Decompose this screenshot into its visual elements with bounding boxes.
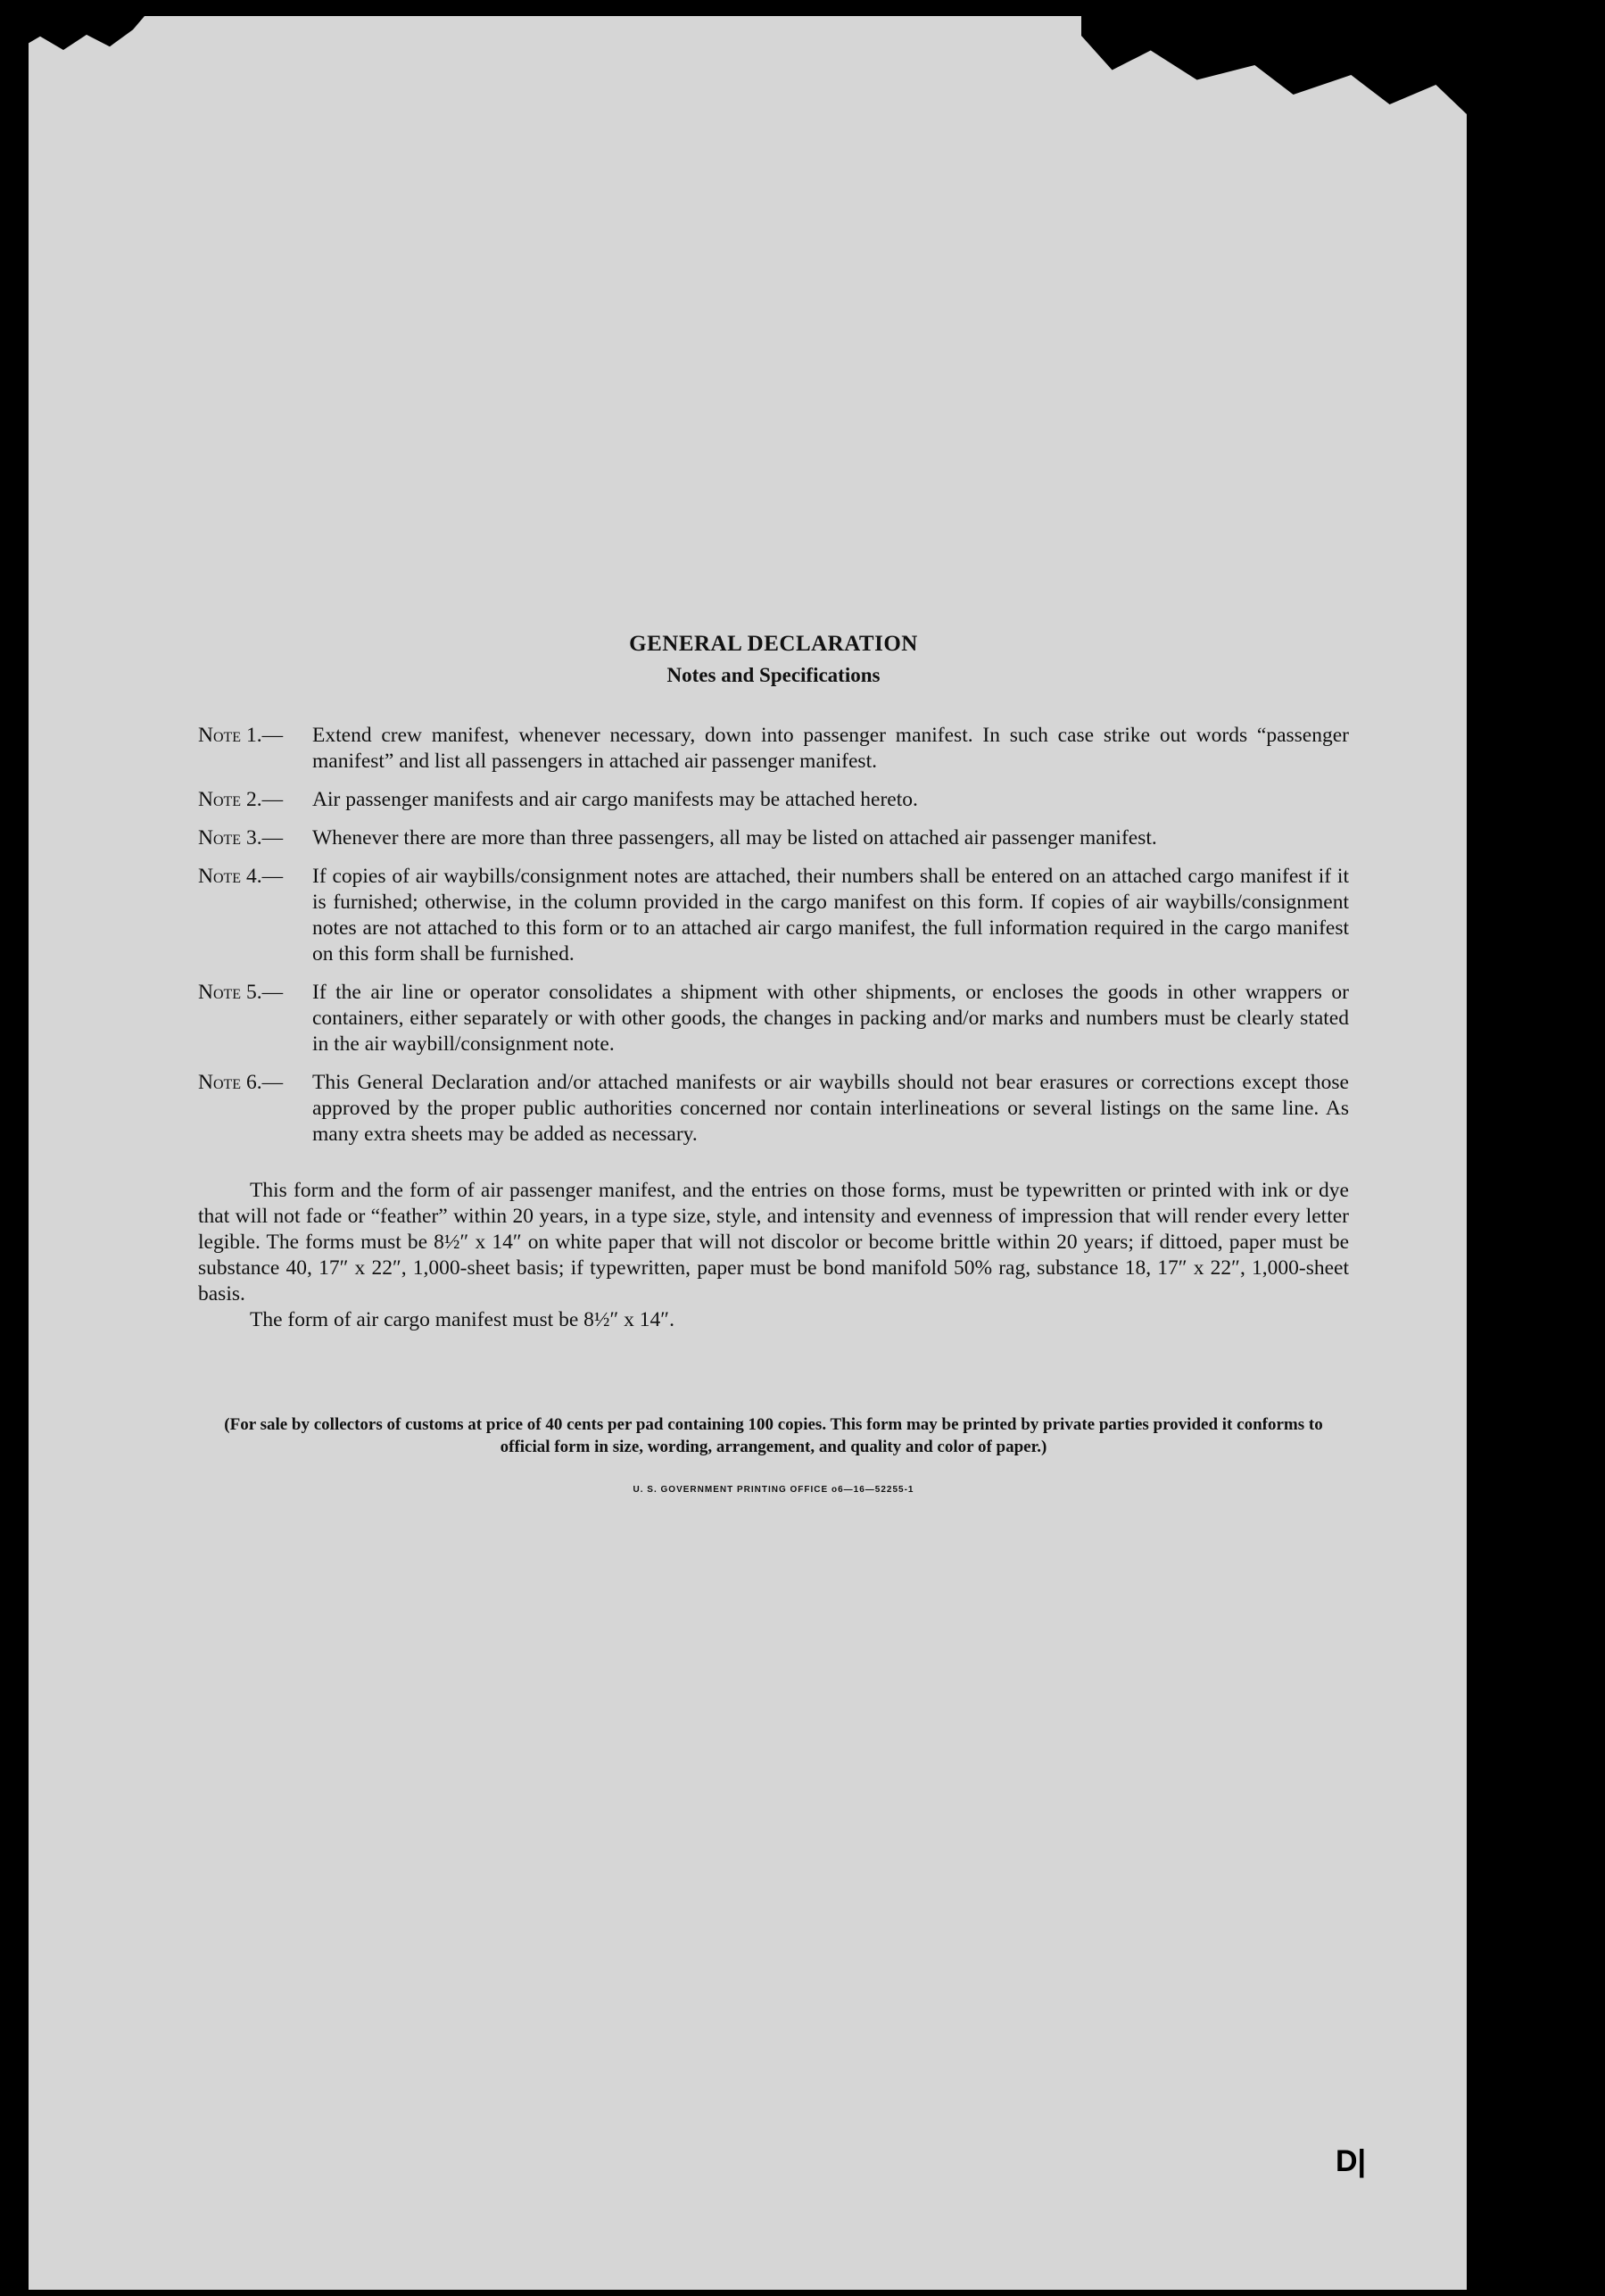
handwritten-mark: D|: [1336, 2144, 1367, 2178]
note-label: Note 2.—: [198, 788, 284, 811]
note-text: Air passenger manifests and air cargo manifests may be attached hereto.: [312, 788, 918, 811]
note-label: Note 3.—: [198, 826, 284, 850]
note-item: [198, 980, 1349, 1057]
note-item: [198, 1070, 1349, 1148]
torn-edge: [29, 16, 145, 50]
note-item: [198, 825, 1349, 851]
note-label: Note 5.—: [198, 981, 284, 1004]
form-specification-paragraph: This form and the form of air passenger manifest, and the entries on those forms, must be typewritten or printed with ink or dye that will not fade or “feather” within 20 years, in a type size, style, and intensity and evenness of impression that will render every letter legible. The forms must be 8½″ x 14″ on white paper that will not discolor or become brittle within 20 years; if dittoed, paper must be substance 40, 17″ x 22″, 1,000-sheet basis; if typewritten, paper must be bond manifold 50% rag, substance 18, 17″ x 22″, 1,000-sheet basis.: [198, 1179, 1349, 1305]
torn-edge: [1081, 16, 1467, 114]
note-item: [198, 864, 1349, 967]
note-text: This General Declaration and/or attached manifests or air waybills should not bear erasures or corrections except those approved by the proper public authorities concerned nor contain interlineations or several listings on the same line. As many extra sheets may be added as necessary.: [312, 1071, 1349, 1146]
note-text: Whenever there are more than three passengers, all may be listed on attached air passenger manifest.: [312, 826, 1157, 850]
page-subtitle: Notes and Specifications: [666, 664, 881, 686]
note-label: Note 1.—: [198, 724, 284, 747]
printer-imprint: U. S. GOVERNMENT PRINTING OFFICE o6—16—52255-1: [633, 1485, 914, 1495]
note-text: If copies of air waybills/consignment notes are attached, their numbers shall be entered on an attached cargo manifest if it is furnished; otherwise, in the column provided in the cargo manifest on this form. If copies of air waybills/consignment notes are not attached to this form or to an attached air cargo manifest, the full information required in the cargo manifest on this form shall be furnished.: [312, 865, 1349, 966]
page-title: GENERAL DECLARATION: [629, 632, 918, 656]
declaration-notes: [198, 632, 1349, 1495]
document-page: [29, 16, 1467, 2290]
note-item: [198, 787, 1349, 813]
note-item: [198, 723, 1349, 775]
cargo-manifest-size-paragraph: The form of air cargo manifest must be 8½″ x 14″.: [250, 1308, 674, 1331]
note-text: Extend crew manifest, whenever necessary, down into passenger manifest. In such case strike out words “passenger manifest” and list all passengers in attached air passenger manifest.: [312, 724, 1349, 773]
note-text: If the air line or operator consolidates a shipment with other shipments, or encloses the goods in other wrappers or containers, either separately or with other goods, the changes in packing and/or marks and numbers must be clearly stated in the air waybill/consignment note.: [312, 981, 1349, 1056]
note-label: Note 6.—: [198, 1071, 284, 1094]
note-label: Note 4.—: [198, 865, 284, 888]
sale-notice: (For sale by collectors of customs at price of 40 cents per pad containing 100 copies. This form may be printed by private parties provided it conforms to official form in size, wording, arrangement, and quality and color of paper.): [224, 1415, 1323, 1456]
